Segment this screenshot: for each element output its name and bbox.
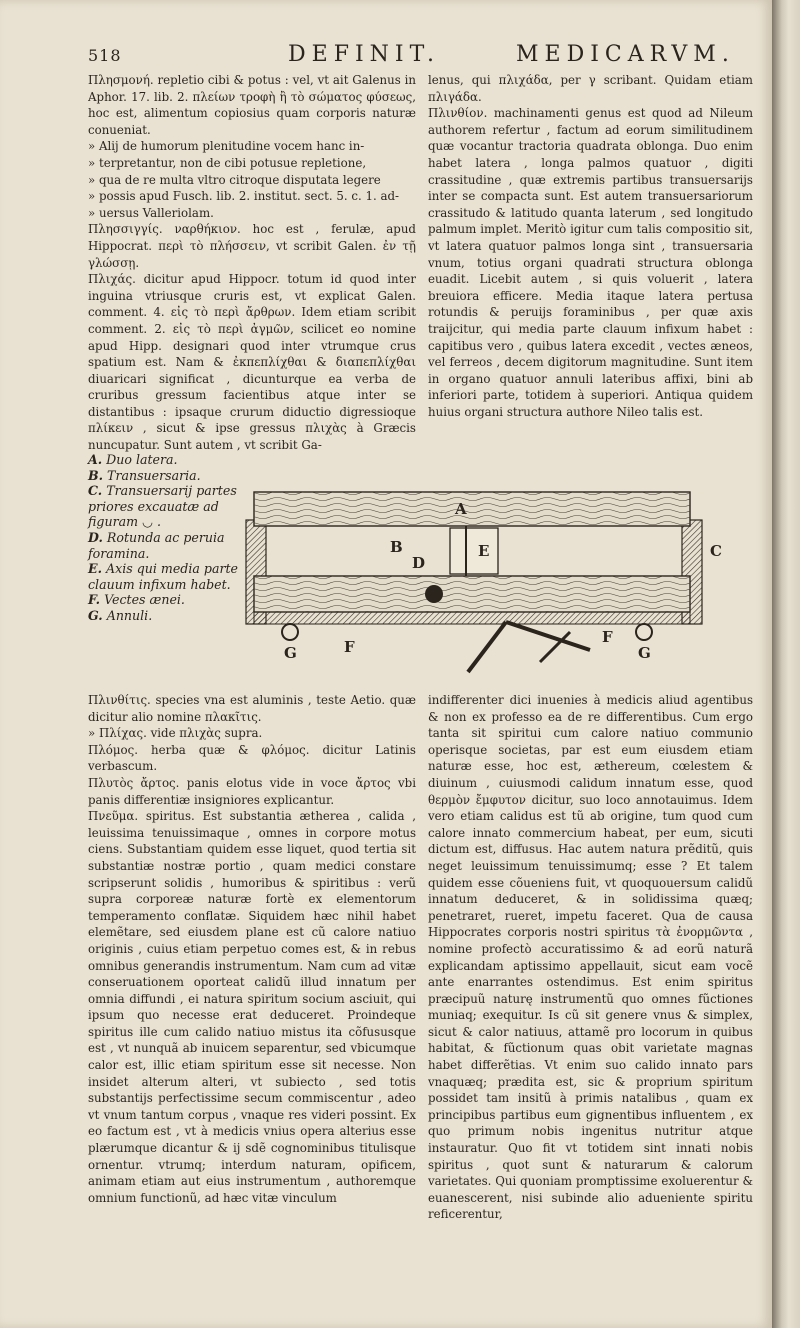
legend-item-g: G. Annuli.: [88, 607, 153, 623]
header-title-left: DEFINIT.: [288, 42, 441, 67]
ring-left: [282, 624, 298, 640]
round-hole: [425, 585, 443, 603]
legend-item-f: F. Vectes ænei.: [88, 592, 185, 608]
label-f-right: F: [602, 628, 613, 646]
bottom-shadow: [254, 612, 690, 624]
legend-item-c: C. Transuersarij partes priores excauatæ ad figuram ◡ .: [88, 483, 237, 530]
plinthion-engraving: [240, 472, 728, 682]
legend-item-d: D. Rotunda ac peruia foramina.: [88, 529, 225, 561]
plinthion-illustration: [240, 472, 728, 682]
column-bottom-left: Πλινθίτις. species vna est aluminis , teste Aetio. quæ dicitur alio nomine πλακῖτις. » Πλίχας. vide πλιχὰς supra. Πλόμος. herba quæ & φλόμος. dicitur Latinis verbascum. Πλυτὸς ἄρτος. panis elotus vide in voce ἄρτος vbi panis differentiæ insigniores explicantur. Πνεῦμα. spiritus. Est substantia ætherea , calida , leuissima tenuissimaque , omnes in corpore motus ciens. Substantiam quidem esse liquet, quod tertia sit substantiæ nostræ portio , quam medici constare scripserunt solidis , humoribus & spiritibus : verũ supra corporeæ naturæ fortè ex elementorum temperamento conflatæ. Siquidem hæc nihil habet elemẽtare, sed eiusdem plane est cũ calore natiuo originis , cuius etiam perpetuo comes est, & in rebus omnibus generandis instrumentum. Nam cum ad vitæ conseruationem oporteat calidũ illud innatum per omnia diffundi , ei natura spiritum socium asciuit, qui ipsum quo necesse erat deduceret. Proindeque spiritus ille cum calido natiuo mistus ita cõfususque est , vt nunquã ab inuicem separentur, sed vbicumque calor est, illic etiam spiritum esse sit necesse. Non insidet alterum alteri, vt subiecto , sed totis substantijs perfectissime secum commiscentur , adeo vt vnum tantum corpus , vnaque res videri possint. Ex eo factum est , vt à medicis vnius opera alterius esse plærumque dicantur & ij sdẽ cognominibus titulisque ornentur. vtrumq; interdum naturam, opificem, animam etiam aut eius instrumentum , authoremque omnium functionũ, ad hæc vitæ vinculum: [88, 693, 416, 1205]
column-top-left: Πλησμονή. repletio cibi & potus : vel, vt ait Galenus in Aphor. 17. lib. 2. πλείων τροφὴ ἢ τὸ σώματος φύσεως, hoc est, alimentum copiosius quam corporis naturæ conueniat. » Alij de humorum plenitudine vocem hanc in- » terpretantur, non de cibi potusue repletione, » qua de re multa vltro citroque disputata legere » possis apud Fusch. lib. 2. institut. sect. 5. c. 1. ad- » uersus Valleriolam. Πλησσιγγίς. ναρθήκιον. hoc est , ferulæ, apud Hippocrat. περὶ τὸ πλήσσειν, vt scribit Galen. ἐν τῇ γλώσσῃ. Πλιχάς. dicitur apud Hippocr. totum id quod inter inguina vtriusque cruris est, vt explicat Galen. comment. 4. εἰς τὸ περὶ ἄρθρων. Idem etiam scribit comment. 2. εἰς τὸ περὶ ἀγμῶν, scilicet eo nomine apud Hipp. designari quod inter vtrumque crus spatium est. Nam & ἐκπεπλίχθαι & διαπεπλίχθαι diuaricari significat , dicunturque ea verba de cruribus gressum facientibus atque inter se distantibus : ipsaque crurum diductio digressioque πλίκειν , sicut & ipse gressus πλιχὰς à Græcis nuncupatur. Sunt autem , vt scribit Ga-: [88, 73, 416, 452]
label-e: E: [478, 542, 490, 560]
lever-right: [506, 622, 590, 650]
legend-item-e: E. Axis qui media parte clauum infixum habet.: [88, 561, 238, 592]
ring-right: [636, 624, 652, 640]
label-c: C: [710, 542, 722, 560]
lever-left: [468, 622, 506, 672]
column-bottom-right: indifferenter dici inuenies à medicis aliud agentibus & non ex professo ea de re differentibus. Cum ergo tanta sit spiritui cum calore natiuo communio operisque societas, par est eum eiusdem etiam naturæ esse, hoc est, æthereum, cœlestem & diuinum , cuiusmodi calidum innatum esse, quod θερμὸν ἔμφυτον dicitur, suo loco annotauimus. Idem vero etiam calidus est tũ ab origine, tum quod cum calore innato commercium habeat, per eum, sicuti dictum est, diffusus. Hac autem natura prẽditũ, quis neget leuissimum tenuissimumq; esse ? Et talem quidem esse cõueniens fuit, vt quoquouersum calidũ innatum deduceret, & in solidissima quæq; penetraret, rueret, impetu faceret. Qua de causa Hippocrates corporis nostri spiritus τὰ ἐνορμῶντα , nomine profectò accuratissimo & ad eorũ naturã explicandam aptissimo appellauit, sicut eam vocẽ ante enarrantes ostendimus. Est enim spiritus præcipuũ naturę instrumentũ quo omnes fũctiones muniaq; exequitur. Is cũ sit genere vnus & simplex, sicut & calor natiuus, attamẽ pro locorum in quibus habitat, & fũctionum quas obit varietate magnas habet differẽtias. Vt enim suo calido innato pars vnaquæq; prædita est, sic & proprium spiritum possidet tam insitũ à primis natalibus , quam ex principibus partibus eum gignentibus influentem , ex quo primum nobis ingenitus nutritur atque instauratur. Quo fit vt totidem sint innati nobis spiritus , quot sunt & naturarum & calorum varietates. Qui quoniam promptissime exoluerentur & euanescerent, nisi subinde alio adueniente spiritu reficerentur,: [428, 693, 753, 1222]
label-f-left: F: [344, 638, 355, 656]
label-g-right: G: [638, 644, 651, 662]
axis-block: [450, 528, 498, 574]
column-top-right: lenus, qui πλιχάδα, per γ scribant. Quidam etiam πλιγάδα. Πλινθίον. machinamenti genus est quod ad Nileum authorem refertur , factum ad eorum similitudinem quæ vocantur tractoria quadrata oblonga. Duo enim habet latera , longa palmos quatuor , digiti crassitudine , quæ extremis partibus transuersarijs inter se compacta sunt. Est autem transuersariorum crassitudo & latitudo quanta laterum , sed longitudo palmum implet. Meritò igitur cum talis compositio sit, vt latera quatuor palmos longa sint , transuersaria vnum, totius organi quadrati structura oblonga euadit. Licebit autem , si quis voluerit , latera breuiora efficere. Media itaque latera pertusa rotundis & peruijs foraminibus , per quæ axis traijcitur, qui media parte clauum infixum habet : capitibus vero , quibus latera excedit , vectes æneos, vel ferreos , decem digitorum magnitudine. Sunt item in organo quatuor annuli lateribus affixi, bini ab inferiori parte, totidem à superiori. Antiqua quidem huius organi structura authore Nileo talis est.: [428, 73, 753, 419]
legend-item-b: B. Transuersaria.: [88, 467, 201, 483]
label-b: B: [390, 538, 403, 556]
figure-legend: [88, 452, 238, 682]
running-header: [88, 42, 738, 68]
label-g-left: G: [284, 644, 297, 662]
page-edge: [772, 0, 800, 1328]
header-title-right: MEDICARVM.: [516, 42, 735, 67]
label-a: A: [455, 500, 467, 518]
page-number: 518: [88, 46, 122, 65]
label-d: D: [412, 554, 426, 572]
legend-item-a: A. Duo latera.: [88, 452, 178, 467]
